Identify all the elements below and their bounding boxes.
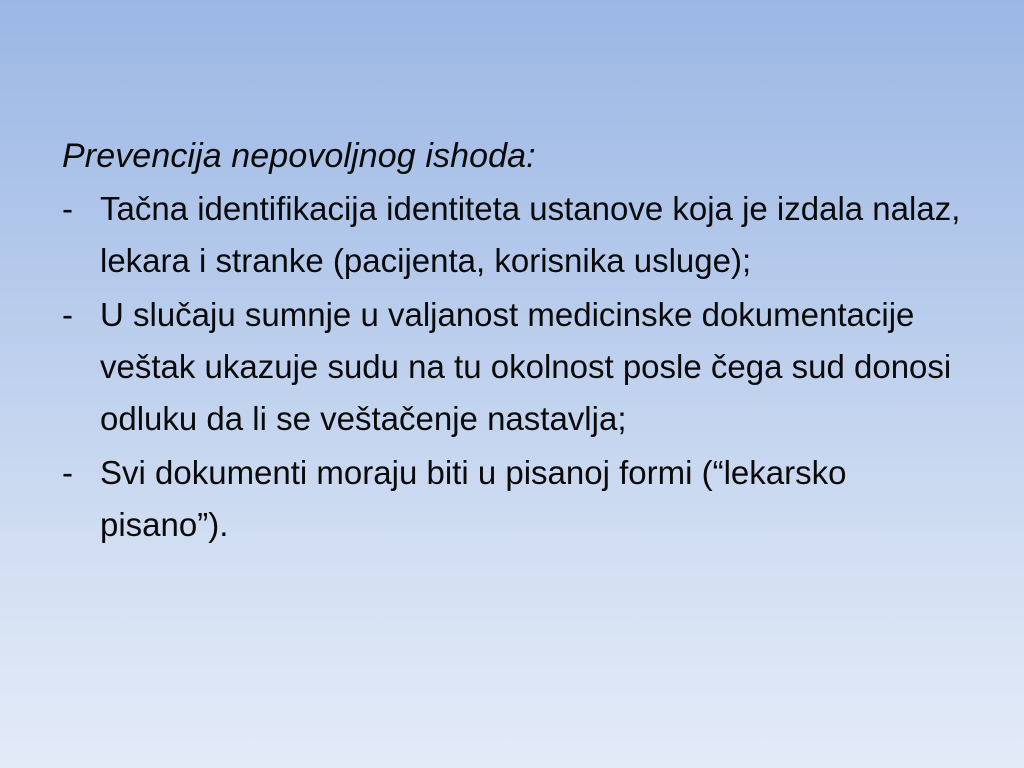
bullet-text: Tačna identifikacija identiteta ustanove koja je izdala nalaz, lekara i stranke (pacijenta, korisnika usluge);: [100, 190, 961, 279]
bullet-list: [62, 183, 962, 551]
bullet-text: U slučaju sumnje u valjanost medicinske dokumentacije veštak ukazuje sudu na tu okolnost posle čega sud donosi odluku da li se veštačenje nastavlja;: [100, 296, 952, 437]
slide-heading: Prevencija nepovoljnog ishoda:: [62, 137, 536, 175]
bullet-marker: -: [62, 454, 73, 491]
bullet-item: [62, 447, 962, 551]
bullet-text: Svi dokumenti moraju biti u pisanoj formi (“lekarsko pisano”).: [100, 454, 847, 543]
bullet-marker: -: [62, 296, 73, 333]
bullet-marker: -: [62, 190, 73, 227]
slide-content: [62, 128, 962, 551]
bullet-item: [62, 183, 962, 287]
bullet-item: [62, 289, 962, 445]
